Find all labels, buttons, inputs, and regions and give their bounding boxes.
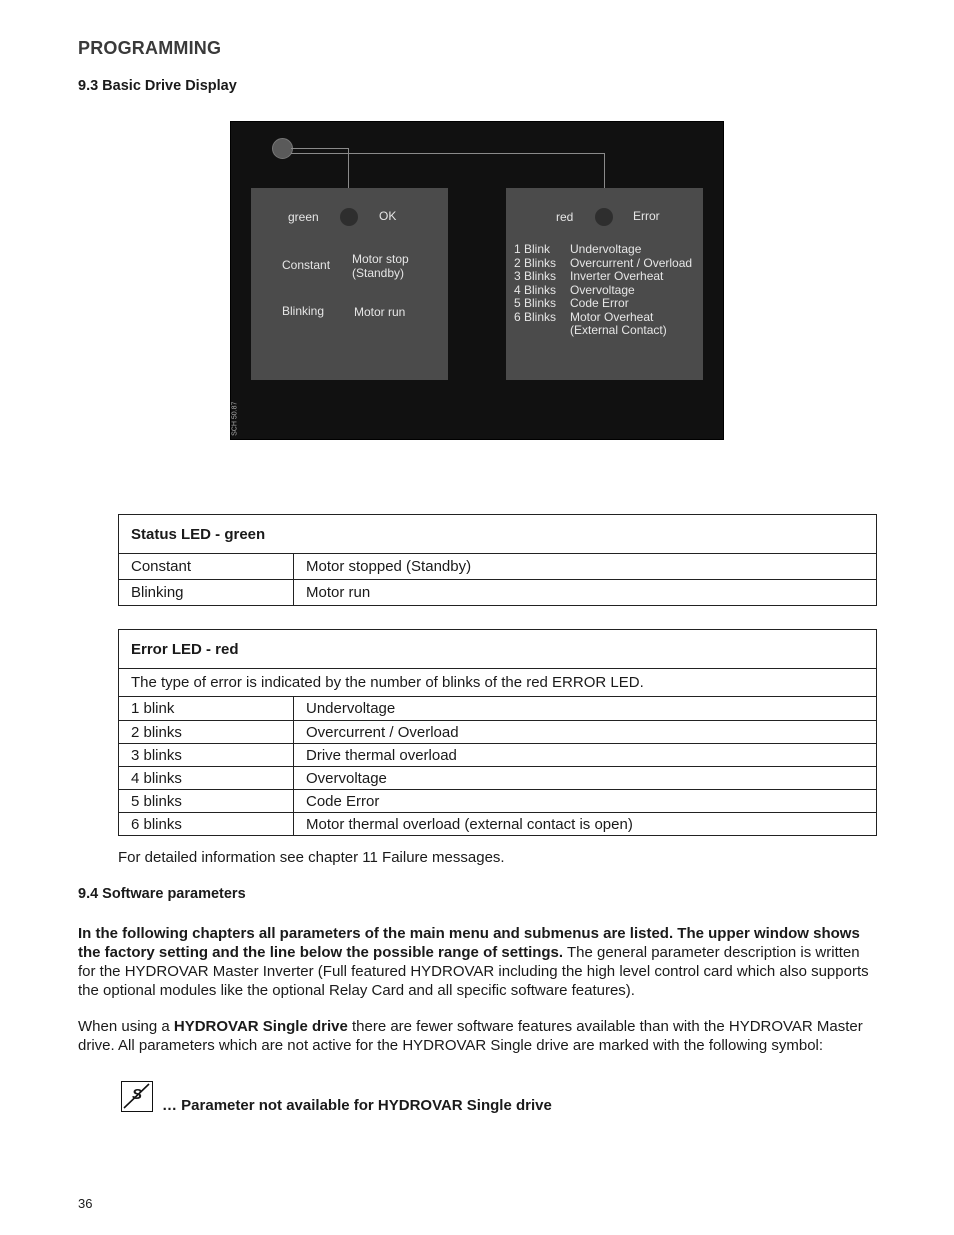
blink-count-cell: 6 blinks — [119, 813, 294, 836]
table-row — [119, 813, 877, 836]
green-led-panel — [251, 188, 448, 380]
single-drive-bold: HYDROVAR Single drive — [173, 1018, 348, 1035]
blink-count: 1 Blink — [514, 242, 551, 256]
error-meaning-cell: Motor thermal overload (external contact is open) — [294, 813, 877, 836]
blink-count: 5 Blinks — [514, 296, 557, 310]
wire — [291, 153, 604, 154]
table-row — [119, 721, 877, 744]
blink-count-cell: 3 blinks — [119, 744, 294, 767]
led-state: Constant — [119, 554, 294, 580]
wire — [291, 148, 348, 149]
error-meaning-cell: Overvoltage — [294, 767, 877, 790]
single-drive-text-c: there are fewer software features available than with the HYDROVAR Master drive. All parameters which are not active for the HYDROVAR Single drive are marked with the following symbol: — [78, 1018, 863, 1054]
error-meaning-cell: Overcurrent / Overload — [294, 721, 877, 744]
red-led-panel — [506, 188, 703, 380]
error-type: Inverter Overheat — [570, 269, 664, 283]
error-meaning-cell: Code Error — [294, 790, 877, 813]
error-label: Error — [633, 209, 660, 223]
led-state: Blinking — [119, 580, 294, 606]
constant-label: Constant — [282, 258, 331, 272]
blinking-label: Blinking — [282, 304, 325, 318]
led-meaning: Motor run — [294, 580, 877, 606]
blink-count-cell: 2 blinks — [119, 721, 294, 744]
table-row — [119, 580, 877, 606]
error-led-table — [118, 629, 877, 836]
blink-count-cell: 1 blink — [119, 697, 294, 721]
table-header-row — [119, 515, 877, 554]
green-label: green — [288, 210, 319, 224]
error-type-list — [570, 243, 692, 338]
blink-count: 6 Blinks — [514, 309, 557, 324]
error-type: (External Contact) — [570, 323, 667, 337]
display-led — [272, 138, 293, 159]
error-type: Code Error — [570, 296, 629, 310]
table-row — [119, 790, 877, 813]
subsection-title-9-3: 9.3 Basic Drive Display — [78, 78, 237, 94]
table-row — [119, 744, 877, 767]
subsection-title-9-4: 9.4 Software parameters — [78, 886, 246, 902]
single-drive-not-available-icon — [121, 1081, 153, 1112]
motor-stop-label: Motor stop — [352, 252, 409, 266]
blink-count-list — [514, 243, 556, 324]
blink-count: 4 Blinks — [514, 282, 557, 297]
error-type: Motor Overheat — [570, 309, 654, 324]
intro-bold-text: In the following chapters all parameters of the main menu and submenus are listed. The upper window shows the factory setting and the line below the possible range of settings. — [78, 925, 860, 961]
detail-note: For detailed information see chapter 11 Failure messages. — [118, 849, 505, 866]
blink-count: 3 Blinks — [514, 269, 557, 283]
red-led-icon — [595, 208, 613, 226]
table-row — [119, 669, 877, 697]
blink-count: 2 Blinks — [514, 255, 557, 270]
error-type: Overvoltage — [570, 282, 635, 297]
table-row — [119, 554, 877, 580]
green-led-icon — [340, 208, 358, 226]
symbol-caption: … Parameter not available for HYDROVAR Single drive — [162, 1097, 552, 1114]
single-drive-text-a: When using a — [78, 1018, 174, 1035]
blink-count-cell: 4 blinks — [119, 767, 294, 790]
table-row — [119, 697, 877, 721]
blink-count-cell: 5 blinks — [119, 790, 294, 813]
single-drive-paragraph — [78, 1017, 878, 1055]
led-meaning: Motor stopped (Standby) — [294, 554, 877, 580]
wire — [604, 153, 605, 188]
ok-label: OK — [379, 209, 397, 223]
section-title: PROGRAMMING — [78, 38, 222, 58]
error-type: Overcurrent / Overload — [570, 255, 693, 270]
intro-regular-text: The general parameter description is written for the HYDROVAR Master Inverter (Full featured HYDROVAR including the high level control card which also supports the optional modules like the optional Relay Card and all specific software features). — [78, 944, 869, 999]
symbol-letter: S — [132, 1086, 143, 1103]
error-meaning-cell: Undervoltage — [294, 697, 877, 721]
motor-run-label: Motor run — [354, 305, 406, 319]
error-table-header: Error LED - red — [119, 630, 877, 669]
error-meaning-cell: Drive thermal overload — [294, 744, 877, 767]
drawing-code: SCH 50.87 — [231, 401, 239, 436]
error-table-intro: The type of error is indicated by the number of blinks of the red ERROR LED. — [119, 669, 877, 697]
red-label: red — [556, 210, 574, 224]
error-type: Undervoltage — [570, 242, 642, 256]
drive-display-diagram — [230, 121, 724, 440]
wire — [348, 148, 349, 188]
table-row — [119, 767, 877, 790]
intro-paragraph — [78, 924, 878, 1000]
status-table-header: Status LED - green — [119, 515, 877, 554]
page-number: 36 — [78, 1196, 93, 1211]
table-header-row — [119, 630, 877, 669]
standby-label: (Standby) — [352, 266, 405, 280]
status-led-table — [118, 514, 877, 606]
